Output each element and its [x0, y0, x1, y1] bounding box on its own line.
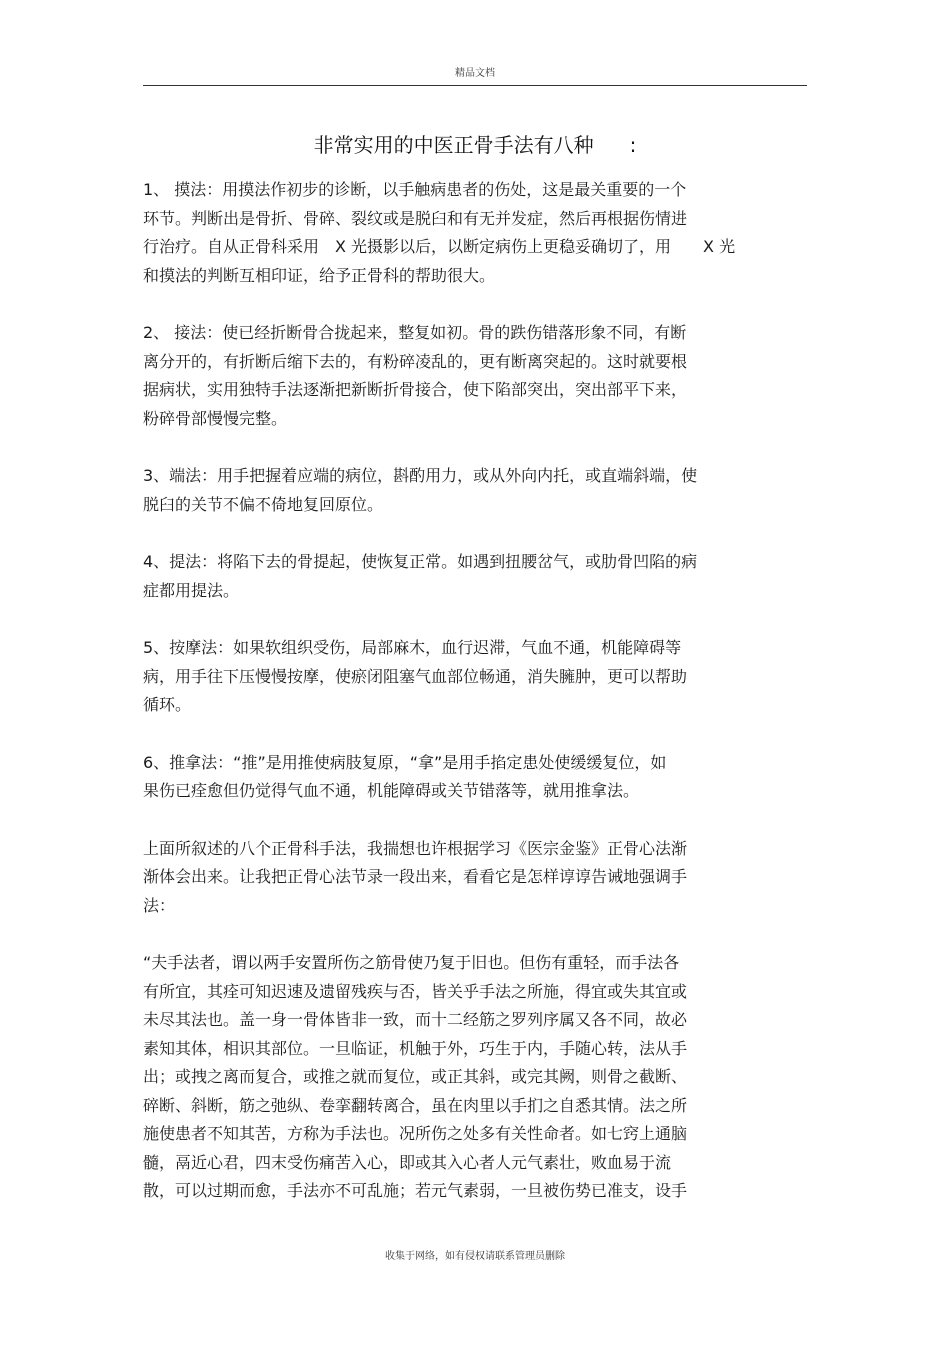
document-title [143, 130, 807, 160]
paragraph-line: 粉碎骨部慢慢完整。 [143, 408, 288, 428]
paragraph-line: 有所宜，其痊可知迟速及遗留残疾与否，皆关乎手法之所施，得宜或失其宜或 [143, 981, 688, 1001]
paragraph-line: 和摸法的判断互相印证，给予正骨科的帮助很大。 [143, 265, 496, 285]
paragraph-line: 法： [143, 895, 176, 915]
paragraph-line: 1、 摸法：用摸法作初步的诊断，以手触病患者的伤处，这是最关重要的一个 [143, 180, 687, 199]
paragraph [143, 462, 767, 519]
page-header: 精品文档 [455, 68, 495, 79]
document-title-text: 非常实用的中医正骨手法有八种 [313, 133, 594, 157]
paragraph [143, 548, 767, 605]
paragraph [143, 176, 767, 290]
paragraph-line: 4、提法：将陷下去的骨提起，使恢复正常。如遇到扭腰岔气，或肋骨凹陷的病 [143, 552, 698, 571]
paragraph-line: 果伤已痊愈但仍觉得气血不通，机能障碍或关节错落等，就用推拿法。 [143, 781, 640, 800]
paragraph-line: 髓，鬲近心君，四末受伤痛苦入心，即或其入心者人元气素壮，败血易于流 [143, 1152, 672, 1172]
paragraph [143, 634, 767, 720]
page-footer: 收集于网络，如有侵权请联系管理员删除 [385, 1251, 565, 1262]
paragraph-line: 环节。判断出是骨折、骨碎、裂纹或是脱臼和有无并发症，然后再根据伤情进 [143, 208, 688, 228]
paragraph-line: 据病状，实用独特手法逐渐把新断折骨接合，使下陷部突出，突出部平下来， [143, 380, 688, 399]
document-body [143, 176, 767, 1235]
paragraph-line: 素知其体，相识其部位。一旦临证，机触于外，巧生于内，手随心转，法从手 [143, 1038, 688, 1058]
paragraph-line: 出；或拽之离而复合，或推之就而复位，或正其斜，或完其阙，则骨之截断、 [143, 1067, 688, 1086]
paragraph-line: 5、按摩法：如果软组织受伤，局部麻木，血行迟滞，气血不通，机能障碍等 [143, 638, 682, 657]
paragraph-line: 散，可以过期而愈，手法亦不可乱施；若元气素弱，一旦被伤势已准支，设手 [143, 1181, 688, 1200]
paragraph [143, 835, 767, 921]
paragraph-line: 上面所叙述的八个正骨科手法，我揣想也许根据学习《医宗金鉴》正骨心法渐 [143, 838, 688, 858]
paragraph [143, 749, 767, 806]
paragraph-line: 碎断、斜断，筋之弛纵、卷挛翻转离合，虽在肉里以手扪之自悉其情。法之所 [143, 1095, 688, 1115]
header-divider [143, 85, 807, 86]
paragraph [143, 319, 767, 433]
paragraph-line: 循环。 [143, 695, 192, 714]
paragraph-line: 未尽其法也。盖一身一骨体皆非一致，而十二经筋之罗列序属又各不同，故必 [143, 1010, 688, 1029]
paragraph-line: “夫手法者，谓以两手安置所伤之筋骨使乃复于旧也。但伤有重轻，而手法各 [143, 953, 680, 972]
paragraph-line: 症都用提法。 [143, 580, 240, 600]
paragraph [143, 949, 767, 1206]
document-title-colon: : [629, 133, 637, 157]
paragraph-line: 离分开的，有折断后缩下去的，有粉碎凌乱的，更有断离突起的。这时就要根 [143, 351, 688, 371]
paragraph-line: 渐体会出来。让我把正骨心法节录一段出来，看看它是怎样谆谆告诫地强调手 [143, 867, 688, 886]
paragraph-line: 行治疗。自从正骨科采用 X 光摄影以后，以断定病伤上更稳妥确切了，用 X 光 [143, 237, 736, 256]
paragraph-line: 脱臼的关节不偏不倚地复回原位。 [143, 494, 384, 514]
paragraph-line: 6、推拿法：“推”是用推使病肢复原，“拿”是用手掐定患处使缓缓复位，如 [143, 752, 667, 772]
paragraph-line: 2、 接法：使已经折断骨合拢起来，整复如初。骨的跌伤错落形象不同，有断 [143, 323, 687, 342]
paragraph-line: 施使患者不知其苦，方称为手法也。况所伤之处多有关性命者。如七窍上通脑 [143, 1124, 688, 1143]
paragraph-line: 3、端法：用手把握着应端的病位，斟酌用力，或从外向内托，或直端斜端，使 [143, 466, 698, 485]
paragraph-line: 病，用手往下压慢慢按摩，使瘀闭阻塞气血部位畅通，消失臃肿，更可以帮助 [143, 666, 688, 686]
